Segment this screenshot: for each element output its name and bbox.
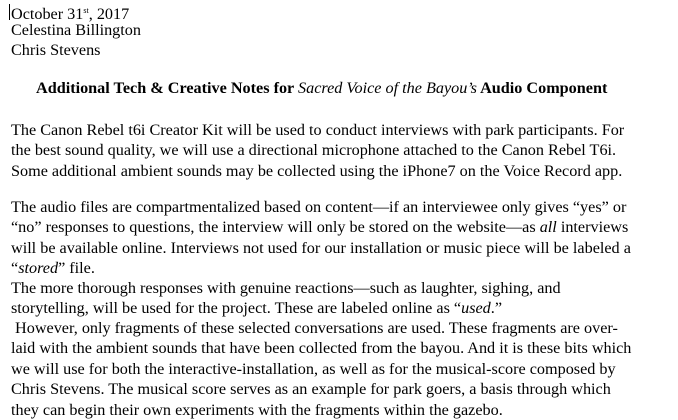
paragraph-line: The audio files are compartmentalized based on content—if an interviewee only gives “yes” or <box>11 198 627 216</box>
paragraph-line <box>11 298 671 318</box>
paragraph-line: we will use for both the interactive-installation, as well as for the musical-score composed by <box>11 359 616 378</box>
paragraph-line: the best sound quality, we will use a directional microphone attached to the Canon Rebel T6i. <box>11 141 617 160</box>
title-text-3: Audio Component <box>476 79 608 97</box>
paragraph-line: The more thorough responses with genuine reactions—such as laughter, sighing, and <box>11 279 561 297</box>
paragraph-line: will be available online. Interviews not used for our installation or music piece will be labeled a <box>11 238 631 257</box>
paragraph-line <box>11 258 671 278</box>
text-span: .” <box>490 299 503 318</box>
document-title <box>36 78 607 98</box>
text-span: “ <box>11 259 19 278</box>
date-text: October 31 <box>11 5 84 23</box>
paragraph-line: laid with the ambient sounds that have been collected from the bayou. And it is these bits which <box>11 339 632 358</box>
title-text-1: Additional Tech & Creative Notes for <box>36 79 298 97</box>
paragraph-equipment <box>11 120 671 181</box>
paragraph-line: they can begin their own experiments with the fragments within the gazebo. <box>11 400 503 419</box>
paragraph-line: The Canon Rebel t6i Creator Kit will be used to conduct interviews with park participants. For <box>11 121 625 139</box>
italic-span: used <box>461 299 491 318</box>
date-year: , 2017 <box>88 5 130 23</box>
paragraph-audio-files <box>11 197 671 279</box>
paragraph-responses <box>11 278 671 319</box>
paragraph-line: Some additional ambient sounds may be collected using the iPhone7 on the Voice Record app. <box>11 161 623 180</box>
text-cursor <box>9 4 10 20</box>
text-span: “no” responses to questions, the interview will only be stored on the website—as <box>11 218 540 237</box>
paragraph-line: However, only fragments of these selected conversations are used. These fragments are over- <box>11 319 618 337</box>
author-line-1: Celestina Billington <box>11 21 141 39</box>
title-text-italic: Sacred Voice of the Bayou’s <box>298 79 477 97</box>
date-ordinal: st <box>83 6 89 15</box>
italic-span: stored <box>18 259 59 278</box>
text-span: interviews <box>556 218 629 237</box>
text-span: storytelling, will be used for the project. These are labeled online as “ <box>11 299 462 318</box>
paragraph-line <box>11 217 671 237</box>
paragraph-fragments <box>11 318 671 420</box>
text-span: ” file. <box>58 259 95 278</box>
paragraph-line: Chris Stevens. The musical score serves as an example for park goers, a basis through which <box>11 380 611 399</box>
italic-span: all <box>539 218 557 237</box>
author-line-2: Chris Stevens <box>11 41 101 59</box>
